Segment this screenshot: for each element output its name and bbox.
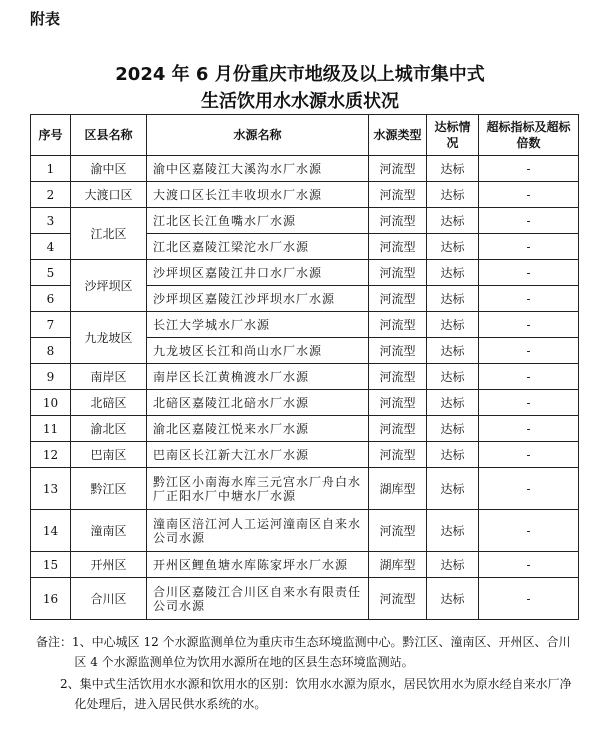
source-name: 黔江区小南海水库三元宫水厂舟白水厂正阳水厂中塘水厂水源: [147, 468, 369, 510]
exceed-value: -: [479, 468, 579, 510]
compliance-status: 达标: [427, 260, 479, 286]
table-row: [31, 416, 579, 442]
exceed-value: -: [479, 156, 579, 182]
source-type: 湖库型: [369, 552, 427, 578]
table-header-row: [31, 115, 579, 156]
table-row: [31, 364, 579, 390]
row-no: 1: [31, 156, 71, 182]
compliance-status: 达标: [427, 156, 479, 182]
row-no: 9: [31, 364, 71, 390]
district-name: 北碚区: [71, 390, 147, 416]
row-no: 13: [31, 468, 71, 510]
district-name: 渝北区: [71, 416, 147, 442]
district-name: 江北区: [71, 208, 147, 260]
source-name: 巴南区长江新大江水厂水源: [147, 442, 369, 468]
exceed-value: -: [479, 390, 579, 416]
district-name: 大渡口区: [71, 182, 147, 208]
annex-label: 附表: [30, 10, 61, 28]
row-no: 8: [31, 338, 71, 364]
table-row: [31, 260, 579, 286]
district-name: 潼南区: [71, 510, 147, 552]
row-no: 3: [31, 208, 71, 234]
compliance-status: 达标: [427, 510, 479, 552]
notes-section: [36, 632, 576, 714]
row-no: 6: [31, 286, 71, 312]
exceed-value: -: [479, 234, 579, 260]
row-no: 7: [31, 312, 71, 338]
row-no: 10: [31, 390, 71, 416]
compliance-status: 达标: [427, 578, 479, 620]
exceed-value: -: [479, 286, 579, 312]
compliance-status: 达标: [427, 182, 479, 208]
exceed-value: -: [479, 578, 579, 620]
source-name: 沙坪坝区嘉陵江井口水厂水源: [147, 260, 369, 286]
compliance-status: 达标: [427, 338, 479, 364]
source-name: 大渡口区长江丰收坝水厂水源: [147, 182, 369, 208]
source-name: 长江大学城水厂水源: [147, 312, 369, 338]
source-type: 河流型: [369, 364, 427, 390]
header-no: 序号: [31, 115, 71, 156]
exceed-value: -: [479, 208, 579, 234]
source-name: 沙坪坝区嘉陵江沙坪坝水厂水源: [147, 286, 369, 312]
compliance-status: 达标: [427, 468, 479, 510]
source-type: 湖库型: [369, 468, 427, 510]
district-name: 巴南区: [71, 442, 147, 468]
district-name: 九龙坡区: [71, 312, 147, 364]
table-row: [31, 208, 579, 234]
source-name: 潼南区涪江河人工运河潼南区自来水公司水源: [147, 510, 369, 552]
compliance-status: 达标: [427, 416, 479, 442]
source-type: 河流型: [369, 234, 427, 260]
row-no: 15: [31, 552, 71, 578]
table-row: [31, 510, 579, 552]
compliance-status: 达标: [427, 552, 479, 578]
compliance-status: 达标: [427, 364, 479, 390]
exceed-value: -: [479, 364, 579, 390]
source-type: 河流型: [369, 260, 427, 286]
compliance-status: 达标: [427, 390, 479, 416]
source-type: 河流型: [369, 208, 427, 234]
source-name: 九龙坡区长江和尚山水厂水源: [147, 338, 369, 364]
table-row: [31, 312, 579, 338]
source-name: 合川区嘉陵江合川区自来水有限责任公司水源: [147, 578, 369, 620]
compliance-status: 达标: [427, 208, 479, 234]
district-name: 黔江区: [71, 468, 147, 510]
exceed-value: -: [479, 442, 579, 468]
table-row: [31, 390, 579, 416]
source-type: 河流型: [369, 416, 427, 442]
row-no: 16: [31, 578, 71, 620]
row-no: 12: [31, 442, 71, 468]
table-row: [31, 442, 579, 468]
source-type: 河流型: [369, 156, 427, 182]
exceed-value: -: [479, 182, 579, 208]
row-no: 5: [31, 260, 71, 286]
district-name: 渝中区: [71, 156, 147, 182]
source-name: 北碚区嘉陵江北碚水厂水源: [147, 390, 369, 416]
table-row: [31, 552, 579, 578]
exceed-value: -: [479, 510, 579, 552]
table-row: [31, 182, 579, 208]
note-1: 备注：1、中心城区 12 个水源监测单位为重庆市生态环境监测中心。黔江区、潼南区、开州区、合川区 4 个水源监测单位为饮用水源所在地的区县生态环境监测站。: [36, 635, 571, 669]
district-name: 沙坪坝区: [71, 260, 147, 312]
page-title-line2: 生活饮用水水源水质状况: [201, 91, 399, 112]
source-type: 河流型: [369, 390, 427, 416]
header-status: 达标情况: [427, 115, 479, 156]
header-district: 区县名称: [71, 115, 147, 156]
district-name: 南岸区: [71, 364, 147, 390]
row-no: 4: [31, 234, 71, 260]
district-name: 开州区: [71, 552, 147, 578]
header-type: 水源类型: [369, 115, 427, 156]
compliance-status: 达标: [427, 442, 479, 468]
exceed-value: -: [479, 338, 579, 364]
exceed-value: -: [479, 312, 579, 338]
source-type: 河流型: [369, 182, 427, 208]
source-name: 江北区嘉陵江梁沱水厂水源: [147, 234, 369, 260]
row-no: 2: [31, 182, 71, 208]
page-title-line1: 2024 年 6 月份重庆市地级及以上城市集中式: [115, 64, 485, 85]
source-type: 河流型: [369, 510, 427, 552]
source-type: 河流型: [369, 338, 427, 364]
source-type: 河流型: [369, 578, 427, 620]
exceed-value: -: [479, 416, 579, 442]
table-row: [31, 578, 579, 620]
source-name: 渝中区嘉陵江大溪沟水厂水源: [147, 156, 369, 182]
source-name: 开州区鲤鱼塘水库陈家坪水厂水源: [147, 552, 369, 578]
note-2: 2、集中式生活饮用水水源和饮用水的区别：饮用水水源为原水，居民饮用水为原水经自来水厂净化处理后，进入居民供水系统的水。: [60, 677, 572, 711]
source-type: 河流型: [369, 286, 427, 312]
source-name: 江北区长江鱼嘴水厂水源: [147, 208, 369, 234]
row-no: 11: [31, 416, 71, 442]
row-no: 14: [31, 510, 71, 552]
exceed-value: -: [479, 552, 579, 578]
header-exceed: 超标指标及超标倍数: [479, 115, 579, 156]
exceed-value: -: [479, 260, 579, 286]
source-type: 河流型: [369, 442, 427, 468]
water-quality-table: [30, 114, 579, 620]
source-name: 南岸区长江黄桷渡水厂水源: [147, 364, 369, 390]
table-row: [31, 156, 579, 182]
compliance-status: 达标: [427, 234, 479, 260]
source-name: 渝北区嘉陵江悦来水厂水源: [147, 416, 369, 442]
compliance-status: 达标: [427, 286, 479, 312]
header-source: 水源名称: [147, 115, 369, 156]
compliance-status: 达标: [427, 312, 479, 338]
district-name: 合川区: [71, 578, 147, 620]
source-type: 河流型: [369, 312, 427, 338]
table-row: [31, 468, 579, 510]
